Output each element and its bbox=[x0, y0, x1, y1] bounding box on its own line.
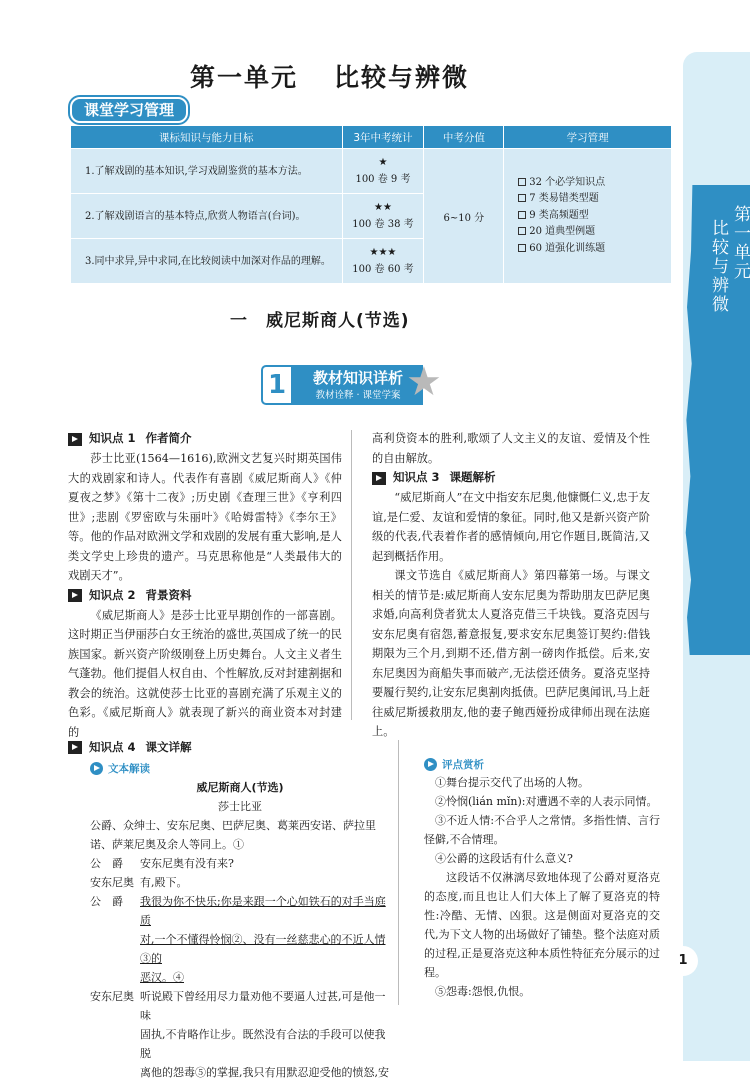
dialogue-line bbox=[90, 892, 390, 987]
knowledge-point-heading: 知识点 1 作者简介 bbox=[68, 429, 342, 449]
checkbox-icon bbox=[518, 178, 526, 186]
comment-item: ①舞台提示交代了出场的人物。 bbox=[435, 776, 589, 789]
checkbox-icon bbox=[518, 194, 526, 202]
banner-title: 教材知识详析 bbox=[312, 369, 403, 387]
script-text bbox=[90, 778, 390, 1082]
dialogue-line bbox=[90, 854, 390, 873]
plan-item: 20 道典型例题 bbox=[518, 224, 671, 241]
speaker: 安东尼奥 bbox=[90, 876, 134, 889]
plan-cell bbox=[504, 149, 672, 284]
speaker: 安东尼奥 bbox=[90, 990, 134, 1003]
comments-panel bbox=[424, 773, 660, 1001]
comment-heading: 评点赏析 bbox=[424, 754, 484, 774]
stat-cell bbox=[342, 239, 424, 284]
dialogue-line bbox=[90, 873, 390, 892]
play-circle-icon bbox=[424, 758, 437, 771]
checkbox-icon bbox=[518, 227, 526, 235]
table-row bbox=[71, 149, 672, 194]
column-divider bbox=[398, 740, 399, 1005]
comment-item: 这段话不仅淋漓尽致地体现了公爵对夏洛克的态度,而且也让人们大体上了解了夏洛克的特性:冷酷、无情、凶狠。这是侧面对夏洛克的交代,为下文人物的出场做好了铺垫。整个法庭对质的过程,正是夏洛克这种本质性特征充分展示的过程。 bbox=[424, 871, 660, 979]
knowledge-point-heading: 知识点 4 课文详解 bbox=[68, 737, 192, 757]
knowledge-point-heading: 知识点 2 背景资料 bbox=[68, 586, 342, 606]
plan-item: 32 个必学知识点 bbox=[518, 175, 671, 192]
speech: 安东尼奥有没有来? bbox=[140, 857, 234, 870]
right-column bbox=[372, 429, 650, 742]
plan-item: 60 道强化训练题 bbox=[518, 241, 671, 258]
table-header: 学习管理 bbox=[504, 126, 672, 149]
checkbox-icon bbox=[518, 244, 526, 252]
text-reading-heading: 文本解读 bbox=[90, 758, 150, 778]
background-text-continued: 高利贷资本的胜利,歌颂了人文主义的友谊、爱情及个性的自由解放。 bbox=[372, 432, 650, 465]
author-intro: 莎士比亚(1564—1616),欧洲文艺复兴时期英国伟大的戏剧家和诗人。代表作有喜剧《威尼斯商人》《仲夏夜之梦》《第十二夜》;历史剧《查理三世》《亨利四世》;悲剧《罗密欧与朱丽叶》《哈姆雷特》《李尔王》等。他的作品对欧洲文学和戏剧的发展有重大影响,是人类文学史上珍贵的遗产。马克思称他是“人类最伟大的戏剧天才”。 bbox=[68, 452, 342, 582]
column-divider bbox=[351, 430, 352, 720]
comment-item: ②怜悯(lián mǐn):对遭遇不幸的人表示同情。 bbox=[435, 795, 658, 808]
play-icon bbox=[68, 433, 82, 446]
star-rating: ★ bbox=[378, 157, 388, 168]
side-tab-label bbox=[708, 205, 751, 314]
section-badge: 课堂学习管理 bbox=[70, 97, 188, 123]
script-title: 威尼斯商人(节选) bbox=[196, 781, 284, 794]
table-header-row bbox=[71, 126, 672, 149]
goal-cell: 2.了解戏剧语言的基本特点,欣赏人物语言(台词)。 bbox=[71, 194, 343, 239]
star-rating: ★★★ bbox=[369, 247, 397, 258]
table-header: 课标知识与能力目标 bbox=[71, 126, 343, 149]
left-column bbox=[68, 429, 342, 742]
unit-theme: 比较与辨微 bbox=[334, 63, 470, 92]
table-header: 中考分值 bbox=[424, 126, 504, 149]
star-icon: ★ bbox=[406, 359, 442, 405]
background-text: 《威尼斯商人》是莎士比亚早期创作的一部喜剧。这时期正当伊丽莎白女王统治的盛世,英国成了统一的民族国家。新兴资产阶级刚登上历史舞台。人文主义者生气蓬勃。他们提倡人权自由、个性解放,反对封建割据和教会的统治。这就使莎士比亚的喜剧充满了乐观主义的色彩。《威尼斯商人》就表现了新兴的商业资本对封建的 bbox=[68, 608, 342, 739]
play-icon bbox=[68, 589, 82, 602]
lesson-title: 一 威尼斯商人(节选) bbox=[230, 311, 410, 331]
section-banner bbox=[261, 359, 442, 405]
side-tab-unit: 第一单元 bbox=[730, 205, 750, 281]
exam-count: 100 卷 9 考 bbox=[355, 174, 411, 185]
knowledge-point-heading: 知识点 3 课题解析 bbox=[372, 468, 650, 488]
learning-management-table bbox=[70, 125, 672, 284]
comment-item: ④公爵的这段话有什么意义? bbox=[435, 852, 573, 865]
stat-cell bbox=[342, 194, 424, 239]
banner-number: 1 bbox=[261, 365, 293, 405]
title-analysis: “威尼斯商人”在文中指安东尼奥,他慷慨仁义,忠于友谊,是仁爱、友谊和爱情的象征。同时,他又是新兴资产阶级的代表,代表着作者的感情倾向,用它作题目,既简洁,又起到概括作用。 bbox=[372, 491, 650, 563]
comment-item: ⑤怨毒:怨恨,仇恨。 bbox=[435, 985, 531, 998]
dialogue-line bbox=[90, 987, 390, 1082]
plot-summary: 课文节选自《威尼斯商人》第四幕第一场。与课文相关的情节是:威尼斯商人安东尼奥为帮助朋友巴萨尼奥求婚,向高利贷者犹太人夏洛克借三千块钱。夏洛克因与安东尼奥有宿怨,蓄意报复,要求安东尼奥签订契约:借钱期限为三个月,到期不还,借方割一磅肉作抵偿。后来,安东尼奥因为商船失事而破产,无法偿还债务。夏洛克坚持要履行契约,让安东尼奥割肉抵债。巴萨尼奥闻讯,马上赶往威尼斯援救朋友,他的妻子鲍西娅扮成律师出现在法庭上。 bbox=[372, 569, 650, 738]
speech: 有,殿下。 bbox=[140, 876, 188, 889]
checkbox-icon bbox=[518, 211, 526, 219]
play-icon bbox=[372, 472, 386, 485]
play-icon bbox=[68, 741, 82, 754]
goal-cell: 3.同中求异,异中求同,在比较阅读中加深对作品的理解。 bbox=[71, 239, 343, 284]
unit-number: 第一单元 bbox=[190, 63, 299, 92]
plan-item: 9 类高频题型 bbox=[518, 208, 671, 225]
goal-cell: 1.了解戏剧的基本知识,学习戏剧鉴赏的基本方法。 bbox=[71, 149, 343, 194]
stat-cell bbox=[342, 149, 424, 194]
comment-item: ③不近人情:不合乎人之常情。多指性情、言行怪僻,不合情理。 bbox=[424, 814, 660, 846]
exam-count: 100 卷 38 考 bbox=[352, 219, 414, 230]
stage-direction: 公爵、众绅士、安东尼奥、巴萨尼奥、葛莱西安诺、萨拉里诺、萨莱尼奥及余人等同上。① bbox=[90, 819, 376, 851]
play-circle-icon bbox=[90, 762, 103, 775]
banner-subtitle: 教材诠释 · 课堂学案 bbox=[315, 390, 401, 401]
table-header: 3年中考统计 bbox=[342, 126, 424, 149]
banner-body bbox=[293, 365, 423, 405]
page-number: 1 bbox=[668, 946, 698, 976]
unit-title bbox=[190, 58, 469, 94]
speech: 听说殿下曾经用尽力量劝他不要逼人过甚,可是他一味 固执,不肯略作让步。既然没有合法的手段可以使我脱 离他的怨毒⑤的掌握,我只有用默忍迎受他的愤怒,安 bbox=[140, 990, 389, 1079]
score-cell: 6~10 分 bbox=[424, 149, 504, 284]
unit-side-tab bbox=[683, 0, 750, 1061]
script-author: 莎士比亚 bbox=[218, 800, 262, 813]
speaker: 公 爵 bbox=[90, 857, 123, 870]
star-rating: ★★ bbox=[373, 202, 392, 213]
speech: 我很为你不快乐;你是来跟一个心如铁石的对手当庭质 对,一个不懂得怜悯②、没有一丝慈悲心的不近人情③的 恶汉。④ bbox=[140, 895, 386, 984]
exam-count: 100 卷 60 考 bbox=[352, 264, 414, 275]
plan-item: 7 类易错类型题 bbox=[518, 191, 671, 208]
side-tab-theme: 比较与辨微 bbox=[708, 219, 728, 314]
speaker: 公 爵 bbox=[90, 895, 123, 908]
